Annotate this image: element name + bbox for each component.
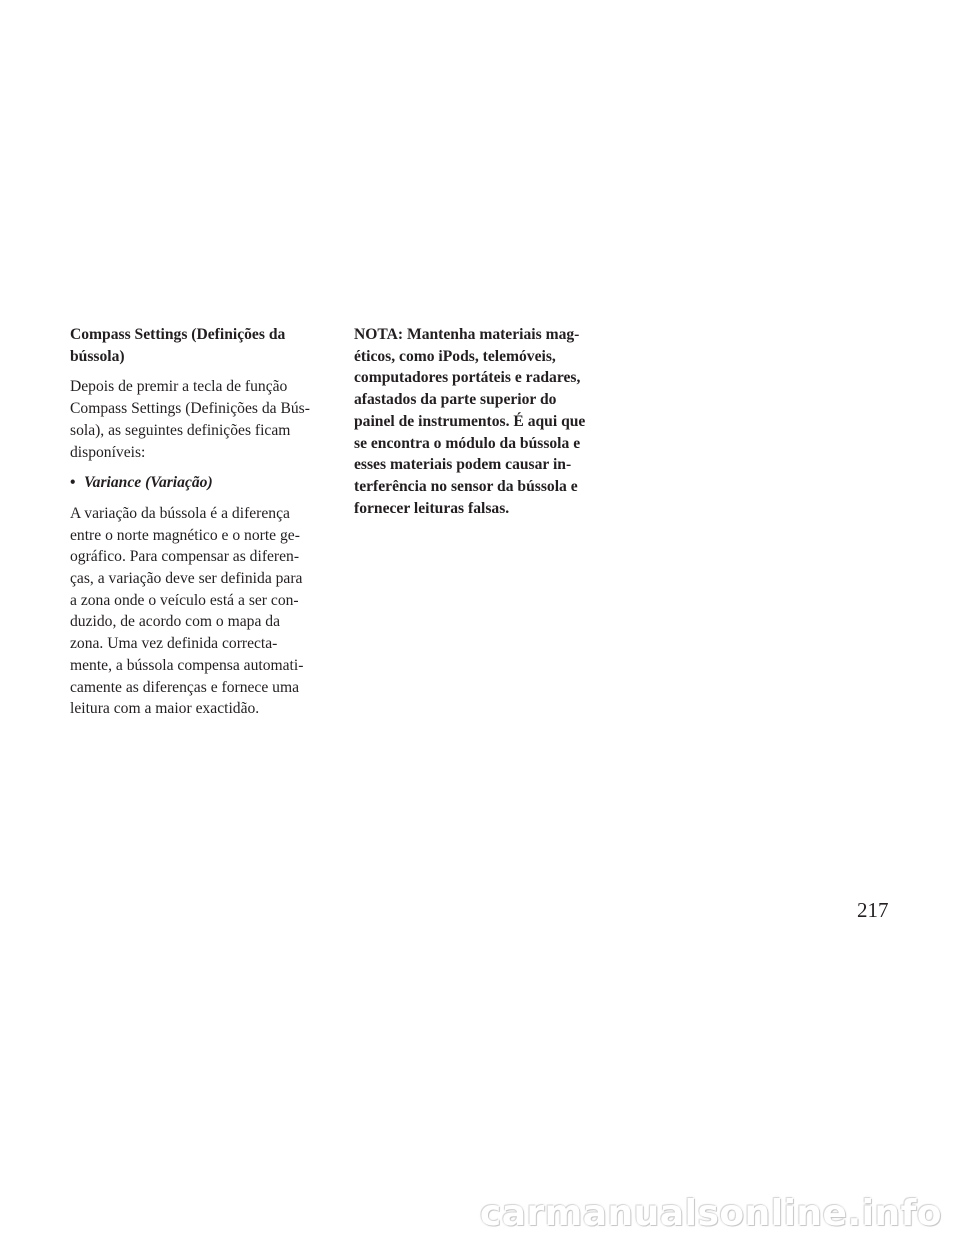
bullet-label: Variance (Variação)	[84, 474, 213, 492]
left-column	[70, 324, 322, 729]
page-number: 217	[857, 898, 889, 922]
note-paragraph: NOTA: Mantenha materiais mag- éticos, como iPods, telemóveis, computadores portáteis e radares, afastados da parte superior do painel de instrumentos. É aqui que se encontra o módulo da bússola e esses materiais podem causar in- terferência no sensor da bússola e fornecer leituras falsas.	[354, 326, 586, 517]
section-heading: Compass Settings (Definições da bússola)	[70, 326, 286, 365]
watermark-logo: carmanualsonline.info	[479, 1193, 942, 1234]
bullet-item-variance	[70, 472, 322, 494]
right-column	[354, 324, 606, 519]
intro-paragraph: Depois de premir a tecla de função Compass Settings (Definições da Bús- sola), as seguintes definições ficam disponíveis:	[70, 378, 310, 461]
bullet-icon: •	[70, 474, 76, 492]
variance-paragraph: A variação da bússola é a diferença entre o norte magnético e o norte ge- ográfico. Para compensar as diferen- ças, a variação deve ser definida para a zona onde o veículo está a ser con- duzido, de acordo com o mapa da zona. Uma vez definida correcta- mente, a bússola compensa automati- camente as diferenças e fornece uma leitura com a maior exactidão.	[70, 504, 304, 718]
